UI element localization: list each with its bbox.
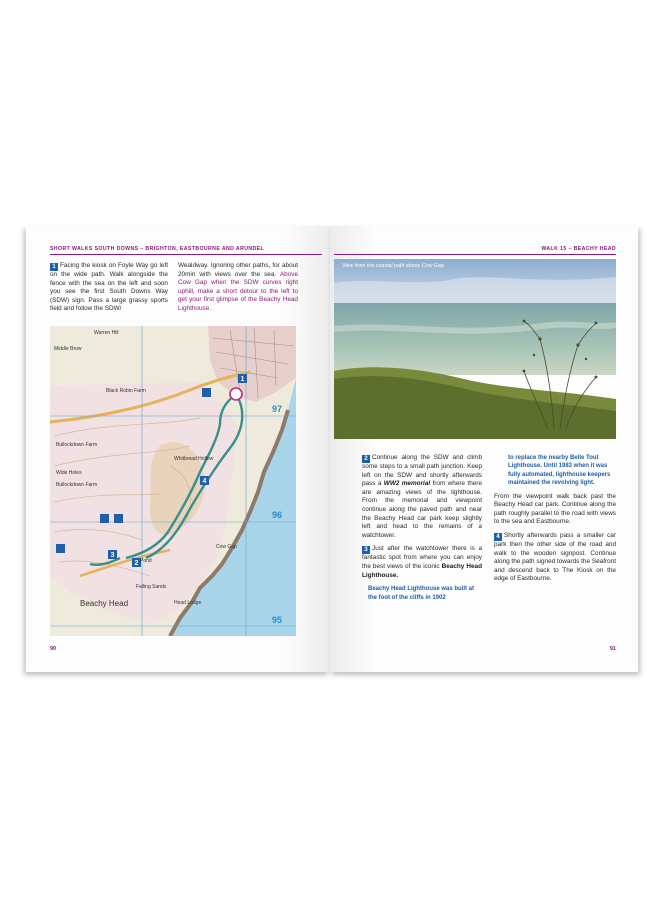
left-header-rule — [50, 254, 322, 255]
lighthouse-caption: Beachy Head Lighthouse was built at the foot of the cliffs in 1902 — [368, 586, 475, 601]
label-middle-brow: Middle Brow — [54, 346, 82, 352]
step-number-4: 4 — [494, 533, 502, 541]
step-2-text-b: from where there are amazing views of the lighthouse. From the memorial and viewpoint continue along the paved path and near the Beachy Head car park keep slightly left and head to the remains of a watchtower. — [362, 480, 482, 539]
label-black-robin: Black Robin Farm — [106, 388, 146, 394]
map-step-1: 1 — [240, 376, 245, 383]
map-step-4: 4 — [202, 478, 207, 485]
map-step-2: 2 — [134, 560, 139, 567]
label-falling-sands: Falling Sands — [136, 584, 167, 590]
viewpoint-paragraph: From the viewpoint walk back past the Beachy Head car park. Continue along the path roughly parallel to the road with views to the sea and Eastbourne. — [494, 492, 616, 526]
label-bullockdown: Bullockdown Farm — [56, 442, 98, 448]
step-1-text: Facing the kiosk on Foyle Way go left on the wide path. Walk alongside the fence with the sea on the left and soon you see the first South Downs Way (SDW) sign. Pass a large grassy sports field and follow the SDW/ — [50, 262, 168, 313]
label-beachy-head: Beachy Head — [80, 599, 129, 608]
start-marker-icon — [230, 388, 242, 400]
label-warren-hill: Warren Hill — [94, 330, 119, 336]
label-whitbread-hollow: Whitbread Hollow — [174, 456, 214, 462]
label-pond: Pond — [140, 558, 152, 564]
right-header-rule — [334, 254, 616, 255]
open-book — [26, 226, 638, 678]
left-running-header: SHORT WALKS SOUTH DOWNS – BRIGHTON, EASTBOURNE AND ARUNDEL — [50, 246, 265, 252]
right-column-2 — [494, 454, 616, 584]
parking-icon-left — [56, 544, 65, 553]
toilets-icon — [100, 514, 109, 523]
label-cow-gap: Cow Gap — [216, 544, 237, 550]
step-4-text: Shortly afterwards pass a smaller car park then the other side of the road and walk to the wooden signpost. Continue along the path signed towards the Seafront and descend back to The Kiosk on the edge of Eastbourne. — [494, 532, 616, 583]
step-1-continued: Wealdway. Ignoring other paths, for about 20min with views over the sea. — [178, 262, 298, 278]
step-2-text-a: Continue along the SDW and climb some steps to a small path junction. Keep left on the SDW and shortly afterwards pass a — [362, 454, 482, 488]
left-column-1 — [50, 262, 168, 314]
sea — [334, 303, 616, 375]
left-page — [26, 226, 330, 672]
map-svg — [50, 326, 296, 636]
coast-photo — [334, 259, 616, 439]
step-number-3: 3 — [362, 546, 370, 554]
step-3-text: Just after the watchtower there is a fantastic spot from where you can enjoy the best views of the iconic — [362, 545, 482, 570]
grid-label-96: 96 — [272, 510, 283, 520]
detour-highlight: Above Cow Gap when the SDW curves right uphill, make a short detour to the left to get your first glimpse of the Beachy Head Lighthouse. — [178, 270, 298, 312]
label-bullockdown-farm: Bullockdown Farm — [56, 482, 98, 488]
right-page — [330, 226, 638, 672]
step-number-1: 1 — [50, 263, 58, 271]
photo-caption: View from the coastal path above Cow Gap — [342, 263, 444, 269]
parking-icon-top — [202, 388, 211, 397]
left-page-number: 90 — [50, 646, 57, 652]
label-head-lodge: Head Lodge — [174, 600, 202, 606]
right-page-number: 91 — [609, 646, 616, 652]
photo-svg — [334, 259, 616, 439]
route-map — [50, 326, 296, 636]
lighthouse-caption-continued: to replace the nearby Belle Tout Lighthouse. Until 1983 when it was fully automated, lighthouse keepers maintained the revolving light. — [508, 455, 611, 487]
left-column-2 — [178, 262, 298, 314]
right-running-header: WALK 15 – BEACHY HEAD — [541, 246, 616, 252]
label-wide-holes: Wide Holes — [56, 470, 82, 476]
right-column-1 — [362, 454, 482, 602]
step-number-2: 2 — [362, 455, 370, 463]
grid-label-95: 95 — [272, 615, 283, 625]
grid-label-97: 97 — [272, 404, 283, 414]
lighthouse-name: Beachy Head Lighthouse. — [362, 562, 483, 579]
ww2-memorial: WW2 memorial — [383, 480, 431, 488]
parking-icon-mid — [114, 514, 123, 523]
map-step-3: 3 — [110, 552, 115, 559]
